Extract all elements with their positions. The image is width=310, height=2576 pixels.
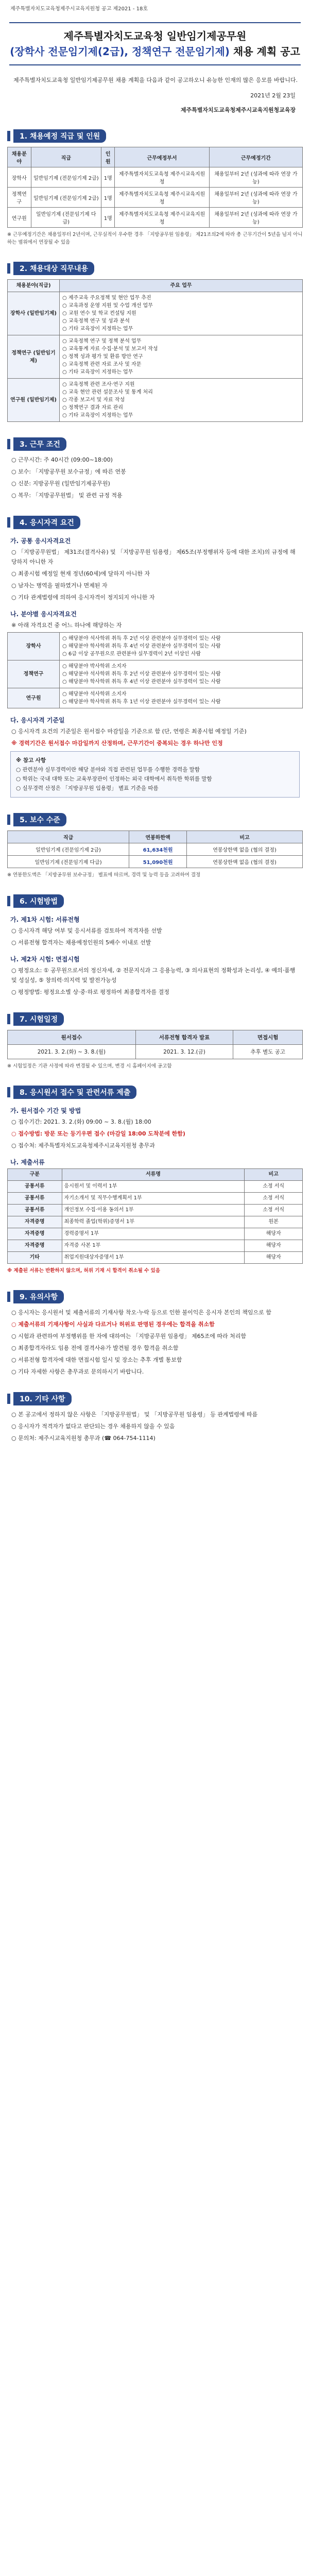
duty-list: ○ 교육정책 관련 조사·연구 지원 ○ 교육 현안 관련 설문조사 및 통계 처리 ○ 각종 보고서 및 자료 작성 ○ 정책연구 결과 자료 관리 ○ 기타 교육장이 지정하는 업무 bbox=[60, 379, 303, 422]
duty-field: 정책연구 (일반임기제) bbox=[8, 335, 60, 379]
positions-th: 인원 bbox=[101, 147, 115, 167]
table-cell: 제주특별자치도교육청 제주시교육지원청 bbox=[115, 188, 209, 208]
table-row: 2021. 3. 2.(화) ~ 3. 8.(월) 2021. 3. 12.(금) 추후 별도 공고 bbox=[8, 1045, 303, 1059]
interview-item: ○ 평정요소: ① 공무원으로서의 정신자세, ② 전문지식과 그 응용능력, ③ 의사표현의 정확성과 논리성, ④ 예의·품행 및 성실성, ⑤ 창의력·의지력 및 발전가능성 bbox=[11, 967, 296, 984]
requirement-item: ○ 최종시험 예정일 현재 정년(60세)에 달하지 아니한 자 bbox=[11, 570, 150, 577]
condition-item: ○ 근무시간: 주 40시간 (09:00~18:00) bbox=[11, 456, 113, 463]
table-cell: 채용일부터 2년 (성과에 따라 연장 가능) bbox=[209, 167, 302, 188]
common-requirements-heading: 가. 공통 응시자격요건 bbox=[10, 537, 71, 545]
documents-th: 비고 bbox=[245, 1169, 303, 1181]
section-3-heading: 3. 근무 조건 bbox=[7, 437, 303, 451]
section-5-heading: 5. 보수 수준 bbox=[7, 813, 303, 826]
salary-table bbox=[7, 831, 303, 868]
lead-paragraph: 제주특별자치도교육청 일반임기제공무원 채용 계획을 다음과 같이 공고하오니 유능한 인재의 많은 응모를 바랍니다. bbox=[13, 77, 298, 83]
positions-th: 근무예정기간 bbox=[209, 147, 302, 167]
section-2-heading: 2. 채용대상 직무내용 bbox=[7, 262, 303, 275]
table-row: 공통서류 자기소개서 및 직무수행계획서 1부 소정 서식 bbox=[8, 1193, 303, 1205]
table-row: 공통서류 응시원서 및 이력서 1부 소정 서식 bbox=[8, 1181, 303, 1193]
schedule-table bbox=[7, 1030, 303, 1059]
schedule-th: 면접시험 bbox=[233, 1030, 303, 1045]
duty-list: ○ 제주교육 주요정책 및 현안 업무 추진 ○ 교육과정 운영 지원 및 수업 개선 업무 ○ 교원 연수 및 학교 컨설팅 지원 ○ 교육정책 연구 및 성과 분석 ○ 기타 교육장이 지정하는 업무 bbox=[60, 292, 303, 335]
caution-item: ○ 최종합격자라도 임용 전에 결격사유가 발견될 경우 합격을 취소함 bbox=[11, 1345, 179, 1351]
positions-th: 채용분야 bbox=[8, 147, 31, 167]
duty-field: 장학사 (일반임기제) bbox=[8, 292, 60, 335]
requirement-item: ○ 「지방공무원법」 제31조(결격사유) 및 「지방공무원 임용령」 제65조(부정행위자 등에 대한 조치)의 규정에 해당하지 아니한 자 bbox=[11, 549, 296, 565]
requirement-field: 연구원 bbox=[8, 688, 60, 708]
documents-note: ※ 제출된 서류는 반환하지 않으며, 허위 기재 시 합격이 취소될 수 있음 bbox=[7, 1268, 161, 1274]
requirement-field: 장학사 bbox=[8, 633, 60, 660]
caution-item: ○ 제출서류의 기재사항이 사실과 다르거나 허위로 판명된 경우에는 합격을 취소함 bbox=[11, 1321, 215, 1328]
field-requirements-note: ※ 아래 자격요건 중 어느 하나에 해당하는 자 bbox=[11, 622, 122, 629]
duties-th: 채용분야(직급) bbox=[8, 280, 60, 292]
title-line-1: 제주특별자치도교육청 일반임기제공무원 bbox=[63, 30, 247, 42]
table-row bbox=[8, 208, 303, 228]
salary-note: ※ 연봉한도액은 「지방공무원 보수규정」 별표에 따르며, 경력 및 능력 등을 고려하여 결정 bbox=[7, 872, 201, 878]
field-requirements-heading: 나. 분야별 응시자격요건 bbox=[10, 611, 77, 618]
application-item: ○ 접수방법: 방문 또는 등기우편 접수 (마감일 18:00 도착분에 한함) bbox=[11, 1130, 185, 1137]
requirement-field: 정책연구 bbox=[8, 660, 60, 688]
reference-box: ※ 참고 사항 ○ 관련분야 실무경력이란 해당 분야와 직접 관련된 업무를 수행한 경력을 말함 ○ 학위는 국내 대학 또는 교육부장관이 인정하는 외국 대학에서 취득한 학위를 말함 ○ 실무경력 산정은 「지방공무원 임용령」 별표 기준을 따름 bbox=[10, 751, 300, 798]
table-cell: 채용일부터 2년 (성과에 따라 연장 가능) bbox=[209, 208, 302, 228]
schedule-th: 서류전형 합격자 발표 bbox=[135, 1030, 233, 1045]
section-10-heading: 10. 기타 사항 bbox=[7, 1392, 303, 1405]
table-cell: 제주특별자치도교육청 제주시교육지원청 bbox=[115, 167, 209, 188]
document-screening-heading: 가. 제1차 시험: 서류전형 bbox=[10, 916, 80, 923]
base-date-highlight: ※ 경력기간은 원서접수 마감일까지 산정하며, 근무기간이 중복되는 경우 하나만 인정 bbox=[11, 740, 223, 747]
table-row bbox=[8, 335, 303, 379]
schedule-th: 원서접수 bbox=[8, 1030, 136, 1045]
etc-item: ○ 본 공고에서 정하지 않은 사항은 「지방공무원법」 및 「지방공무원 임용령」 등 관계법령에 따름 bbox=[11, 1411, 258, 1418]
positions-th: 근무예정부서 bbox=[115, 147, 209, 167]
schedule-note: ※ 시험일정은 기관 사정에 따라 변경될 수 있으며, 변경 시 홈페이지에 공고함 bbox=[7, 1063, 172, 1069]
table-cell: 연구원 bbox=[8, 208, 31, 228]
requirement-list: ○ 해당분야 박사학위 소지자 ○ 해당분야 석사학위 취득 후 2년 이상 관련분야 실무경력이 있는 사람 ○ 해당분야 학사학위 취득 후 4년 이상 관련분야 실무경력이 있는 사람 bbox=[60, 660, 303, 688]
table-row: 자격증명 자격증 사본 1부 해당자 bbox=[8, 1240, 303, 1252]
table-cell: 1명 bbox=[101, 167, 115, 188]
screening-item: ○ 서류전형 합격자는 채용예정인원의 5배수 이내로 선발 bbox=[11, 939, 151, 946]
section-7-heading: 7. 시험일정 bbox=[7, 1012, 303, 1026]
table-row: 일반임기제 (전문임기제 2급) 61,634천원 연봉상한액 없음 (협의 결정) bbox=[8, 843, 303, 856]
table-row: 공통서류 개인정보 수집·이용 동의서 1부 소정 서식 bbox=[8, 1205, 303, 1216]
application-heading: 가. 원서접수 기간 및 방법 bbox=[10, 1107, 81, 1114]
application-item: ○ 접수처: 제주특별자치도교육청제주시교육지원청 총무과 bbox=[11, 1142, 155, 1149]
application-item: ○ 접수기간: 2021. 3. 2.(화) 09:00 ~ 3. 8.(월) 18:00 bbox=[11, 1118, 151, 1125]
notice-signer: 제주특별자치도교육청제주시교육지원청교육장 bbox=[180, 107, 296, 113]
documents-table bbox=[7, 1168, 303, 1264]
caution-item: ○ 시험과 관련하여 부정행위를 한 자에 대하여는 「지방공무원 임용령」 제65조에 따라 처리함 bbox=[11, 1333, 246, 1340]
table-row: 기타 취업지원대상자증명서 1부 해당자 bbox=[8, 1252, 303, 1264]
salary-th: 연봉하한액 bbox=[129, 831, 187, 843]
caution-item: ○ 서류전형 합격자에 대한 면접시험 일시 및 장소는 추후 개별 통보함 bbox=[11, 1357, 182, 1363]
table-cell: 정책연구 bbox=[8, 188, 31, 208]
positions-table bbox=[7, 147, 303, 228]
table-cell: 채용일부터 2년 (성과에 따라 연장 가능) bbox=[209, 188, 302, 208]
table-cell: 일반임기제 (전문임기제 2급) bbox=[31, 167, 101, 188]
salary-th: 직급 bbox=[8, 831, 129, 843]
table-row bbox=[8, 660, 303, 688]
table-row: 자격증명 경력증명서 1부 해당자 bbox=[8, 1228, 303, 1240]
screening-item: ○ 응시자격 해당 여부 및 응시서류를 검토하여 적격자를 선발 bbox=[11, 927, 162, 934]
table-cell: 일반임기제 (전문임기제 다급) bbox=[31, 208, 101, 228]
section-6-heading: 6. 시험방법 bbox=[7, 894, 303, 908]
etc-item: ○ 문의처: 제주시교육지원청 총무과 (☎ 064-754-1114) bbox=[11, 1435, 156, 1442]
interview-heading: 나. 제2차 시험: 면접시험 bbox=[10, 956, 80, 963]
title-box bbox=[9, 22, 301, 65]
table-row bbox=[8, 167, 303, 188]
positions-note: ※ 근무예정기간은 채용일부터 2년이며, 근무실적이 우수한 경우 「지방공무원 임용령」 제21조의2에 따라 총 근무기간이 5년을 넘지 아니하는 범위에서 연장될 수 있음 bbox=[7, 232, 303, 245]
table-row bbox=[8, 688, 303, 708]
table-cell: 제주특별자치도교육청 제주시교육지원청 bbox=[115, 208, 209, 228]
interview-item: ○ 평정방법: 평정요소별 상·중·하로 평정하여 최종합격자를 결정 bbox=[11, 989, 169, 995]
duties-table bbox=[7, 279, 303, 422]
section-4-heading: 4. 응시자격 요건 bbox=[7, 516, 303, 529]
table-row bbox=[8, 188, 303, 208]
requirement-list: ○ 해당분야 석사학위 취득 후 2년 이상 관련분야 실무경력이 있는 사람 ○ 해당분야 학사학위 취득 후 4년 이상 관련분야 실무경력이 있는 사람 ○ 6급 이상 공무원으로 관련분야 실무경력이 2년 이상인 사람 bbox=[60, 633, 303, 660]
base-date-item: ○ 응시자격 요건의 기준일은 원서접수 마감일을 기준으로 함 (단, 연령은 최종시험 예정일 기준) bbox=[11, 728, 247, 735]
section-8-heading: 8. 응시원서 접수 및 관련서류 제출 bbox=[7, 1086, 303, 1099]
table-row bbox=[8, 379, 303, 422]
duty-list: ○ 교육정책 연구 및 정책 분석 업무 ○ 교육통계 자료 수집·분석 및 보고서 작성 ○ 정책 성과 평가 및 환류 방안 연구 ○ 교육정책 관련 자료 조사 및 자문 ○ 기타 교육장이 지정하는 업무 bbox=[60, 335, 303, 379]
etc-item: ○ 응시자가 적격자가 없다고 판단되는 경우 채용하지 않을 수 있음 bbox=[11, 1423, 175, 1430]
table-cell: 1명 bbox=[101, 188, 115, 208]
table-row: 자격증명 최종학력 졸업(학위)증명서 1부 원본 bbox=[8, 1216, 303, 1228]
table-cell: 장학사 bbox=[8, 167, 31, 188]
caution-item: ○ 기타 자세한 사항은 총무과로 문의하시기 바랍니다. bbox=[11, 1368, 144, 1375]
table-row bbox=[8, 633, 303, 660]
section-9-heading: 9. 유의사항 bbox=[7, 1290, 303, 1303]
documents-heading: 나. 제출서류 bbox=[10, 1159, 45, 1166]
base-date-heading: 다. 응시자격 기준일 bbox=[10, 717, 65, 724]
positions-th: 직급 bbox=[31, 147, 101, 167]
condition-item: ○ 복무: 「지방공무원법」 및 관련 규정 적용 bbox=[11, 492, 123, 499]
table-cell: 1명 bbox=[101, 208, 115, 228]
field-requirements-table bbox=[7, 632, 303, 708]
notice-date: 2021년 2월 23일 bbox=[250, 92, 296, 99]
requirement-list: ○ 해당분야 석사학위 소지자 ○ 해당분야 학사학위 취득 후 1년 이상 관련분야 실무경력이 있는 사람 bbox=[60, 688, 303, 708]
title-line-2 bbox=[9, 44, 301, 59]
condition-item: ○ 보수: 「지방공무원 보수규정」에 따른 연봉 bbox=[11, 468, 126, 475]
documents-th: 구분 bbox=[8, 1169, 62, 1181]
table-cell: 일반임기제 (전문임기제 2급) bbox=[31, 188, 101, 208]
caution-item: ○ 응시자는 응시원서 및 제출서류의 기재사항 착오·누락 등으로 인한 불이익은 응시자 본인의 책임으로 함 bbox=[11, 1309, 271, 1316]
documents-th: 서류명 bbox=[62, 1169, 245, 1181]
table-row bbox=[8, 292, 303, 335]
duty-field: 연구원 (일반임기제) bbox=[8, 379, 60, 422]
section-1-heading: 1. 채용예정 직급 및 인원 bbox=[7, 129, 303, 143]
notice-number: 제주특별자치도교육청제주시교육지원청 공고 제2021 - 18호 bbox=[10, 6, 148, 12]
title-highlight: (장학사 전문임기제(2급), 정책연구 전문임기제) bbox=[10, 45, 230, 58]
requirement-item: ○ 남자는 병역을 필하였거나 면제된 자 bbox=[11, 582, 108, 589]
title-tail: 채용 계획 공고 bbox=[229, 45, 300, 58]
duties-th: 주요 업무 bbox=[60, 280, 303, 292]
table-row: 일반임기제 (전문임기제 다급) 51,090천원 연봉상한액 없음 (협의 결정) bbox=[8, 856, 303, 868]
salary-th: 비고 bbox=[186, 831, 302, 843]
condition-item: ○ 신분: 지방공무원 (일반임기제공무원) bbox=[11, 480, 110, 487]
requirement-item: ○ 기타 관계법령에 의하여 응시자격이 정지되지 아니한 자 bbox=[11, 594, 155, 601]
notice-page bbox=[7, 0, 303, 1443]
